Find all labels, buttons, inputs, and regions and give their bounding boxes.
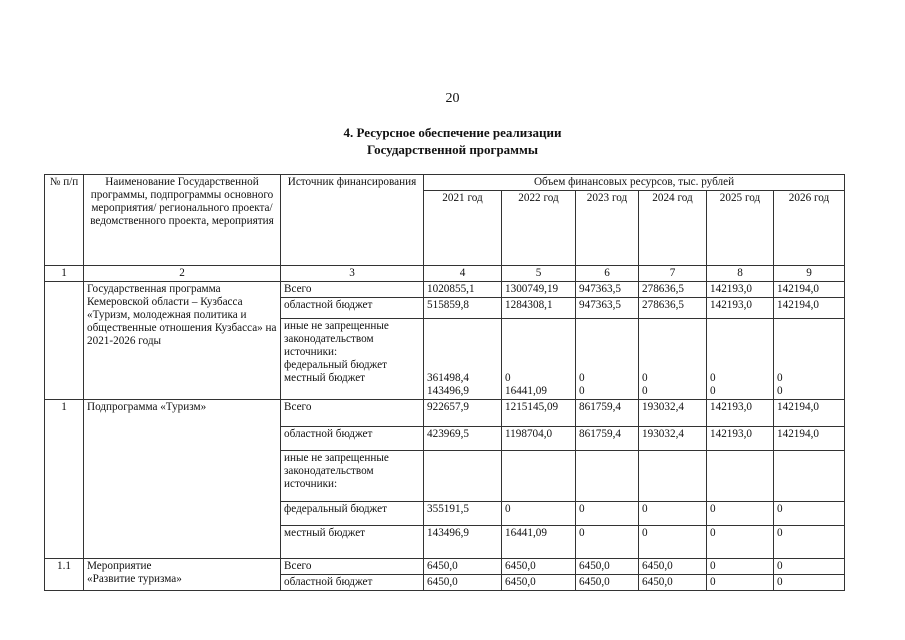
value-mestny: 0 — [710, 385, 716, 397]
section-title — [0, 124, 905, 158]
value-cell — [639, 319, 707, 400]
header-year: 2023 год — [576, 191, 639, 266]
value-cell: 16441,09 — [502, 526, 576, 559]
value-cell: 1215145,09 — [502, 400, 576, 427]
value-cell: 0 — [774, 526, 845, 559]
table-row — [45, 559, 845, 575]
value-federal: 0 — [642, 372, 648, 384]
resources-table — [44, 174, 845, 591]
measure-name-line-2: «Развитие туризма» — [87, 573, 182, 585]
value-cell — [774, 451, 845, 502]
value-cell — [576, 451, 639, 502]
value-cell: 0 — [639, 526, 707, 559]
value-cell: 193032,4 — [639, 400, 707, 427]
source-mestny: местный бюджет — [281, 526, 424, 559]
measure-name — [84, 559, 281, 591]
value-cell: 6450,0 — [502, 559, 576, 575]
program-name: Государственная программа Кемеровской области – Кузбасса «Туризм, молодежная политика и общественные отношения Кузбасса» на 2021-2026 годы — [84, 282, 281, 400]
source-federal: федеральный бюджет — [281, 502, 424, 526]
value-cell: 0 — [576, 502, 639, 526]
title-line-1: 4. Ресурсное обеспечение реализации — [343, 125, 562, 140]
value-mestny: 0 — [642, 385, 648, 397]
column-number: 1 — [45, 266, 84, 282]
value-cell: 0 — [774, 559, 845, 575]
column-number: 8 — [707, 266, 774, 282]
value-cell — [707, 451, 774, 502]
page-number: 20 — [445, 91, 460, 106]
value-cell: 193032,4 — [639, 427, 707, 451]
value-cell: 1020855,1 — [424, 282, 502, 298]
column-number: 3 — [281, 266, 424, 282]
value-cell: 142193,0 — [707, 298, 774, 319]
value-cell: 6450,0 — [576, 575, 639, 591]
value-cell: 0 — [707, 559, 774, 575]
value-mestny: 0 — [777, 385, 783, 397]
value-cell: 278636,5 — [639, 282, 707, 298]
value-cell: 6450,0 — [502, 575, 576, 591]
value-cell — [424, 319, 502, 400]
value-cell: 947363,5 — [576, 282, 639, 298]
table-header — [45, 175, 845, 282]
value-cell: 142194,0 — [774, 298, 845, 319]
value-cell: 1300749,19 — [502, 282, 576, 298]
value-cell — [576, 319, 639, 400]
value-cell: 142194,0 — [774, 400, 845, 427]
value-cell: 1284308,1 — [502, 298, 576, 319]
value-federal: 0 — [710, 372, 716, 384]
source-oblast: областной бюджет — [281, 427, 424, 451]
value-cell: 6450,0 — [576, 559, 639, 575]
value-cell: 142193,0 — [707, 427, 774, 451]
program-num — [45, 282, 84, 400]
header-num: № п/п — [45, 175, 84, 266]
value-federal: 361498,4 — [427, 372, 469, 384]
value-cell: 423969,5 — [424, 427, 502, 451]
value-cell: 143496,9 — [424, 526, 502, 559]
value-cell: 0 — [576, 526, 639, 559]
value-cell — [424, 451, 502, 502]
value-cell: 6450,0 — [424, 575, 502, 591]
subprogram-name: Подпрограмма «Туризм» — [84, 400, 281, 559]
source-mestny: местный бюджет — [284, 372, 366, 384]
value-cell: 861759,4 — [576, 427, 639, 451]
source-vsego: Всего — [281, 400, 424, 427]
header-source: Источник финансирования — [281, 175, 424, 266]
program-block — [45, 282, 845, 400]
value-cell — [774, 319, 845, 400]
column-number: 5 — [502, 266, 576, 282]
value-federal: 0 — [505, 372, 511, 384]
value-cell: 922657,9 — [424, 400, 502, 427]
value-federal: 0 — [777, 372, 783, 384]
value-cell: 0 — [639, 502, 707, 526]
value-cell: 0 — [774, 575, 845, 591]
subprogram-num: 1 — [45, 400, 84, 559]
title-line-2: Государственной программы — [366, 142, 539, 157]
source-other — [281, 319, 424, 400]
value-cell: 861759,4 — [576, 400, 639, 427]
value-mestny: 143496,9 — [427, 385, 469, 397]
value-cell: 355191,5 — [424, 502, 502, 526]
table-row — [45, 282, 845, 298]
header-year: 2022 год — [502, 191, 576, 266]
measure-name-line-1: Мероприятие — [87, 560, 152, 572]
value-cell: 1198704,0 — [502, 427, 576, 451]
value-cell: 142193,0 — [707, 400, 774, 427]
header-year: 2024 год — [639, 191, 707, 266]
value-cell — [502, 451, 576, 502]
column-number: 6 — [576, 266, 639, 282]
source-oblast: областной бюджет — [281, 298, 424, 319]
source-federal: федеральный бюджет — [284, 359, 387, 371]
column-number: 9 — [774, 266, 845, 282]
column-number: 2 — [84, 266, 281, 282]
value-cell: 142193,0 — [707, 282, 774, 298]
value-cell — [502, 319, 576, 400]
value-cell: 142194,0 — [774, 427, 845, 451]
table-row — [45, 400, 845, 427]
header-volume: Объем финансовых ресурсов, тыс. рублей — [424, 175, 845, 191]
subprogram-block — [45, 400, 845, 559]
value-cell: 947363,5 — [576, 298, 639, 319]
value-cell: 142194,0 — [774, 282, 845, 298]
value-federal: 0 — [579, 372, 585, 384]
value-cell: 0 — [707, 575, 774, 591]
header-year: 2021 год — [424, 191, 502, 266]
value-cell: 0 — [774, 502, 845, 526]
source-inye-label: иные не запрещенные законодательством источники: — [281, 451, 424, 502]
value-cell: 6450,0 — [424, 559, 502, 575]
value-cell: 0 — [707, 526, 774, 559]
column-number: 4 — [424, 266, 502, 282]
column-numbers-row — [45, 266, 845, 282]
source-vsego: Всего — [281, 559, 424, 575]
value-cell: 6450,0 — [639, 559, 707, 575]
measure-num: 1.1 — [45, 559, 84, 591]
value-cell: 0 — [502, 502, 576, 526]
value-cell — [707, 319, 774, 400]
value-cell: 515859,8 — [424, 298, 502, 319]
header-year: 2025 год — [707, 191, 774, 266]
measure-block — [45, 559, 845, 591]
source-inye-label: иные не запрещенные законодательством источники: — [284, 320, 389, 358]
source-oblast: областной бюджет — [281, 575, 424, 591]
value-cell: 0 — [707, 502, 774, 526]
column-number: 7 — [639, 266, 707, 282]
value-cell: 6450,0 — [639, 575, 707, 591]
value-cell — [639, 451, 707, 502]
value-mestny: 16441,09 — [505, 385, 547, 397]
value-cell: 278636,5 — [639, 298, 707, 319]
header-year: 2026 год — [774, 191, 845, 266]
source-vsego: Всего — [281, 282, 424, 298]
value-mestny: 0 — [579, 385, 585, 397]
header-name: Наименование Государственной программы, подпрограммы основного мероприятия/ регионального проекта/ ведомственного проекта, мероприятия — [84, 175, 281, 266]
